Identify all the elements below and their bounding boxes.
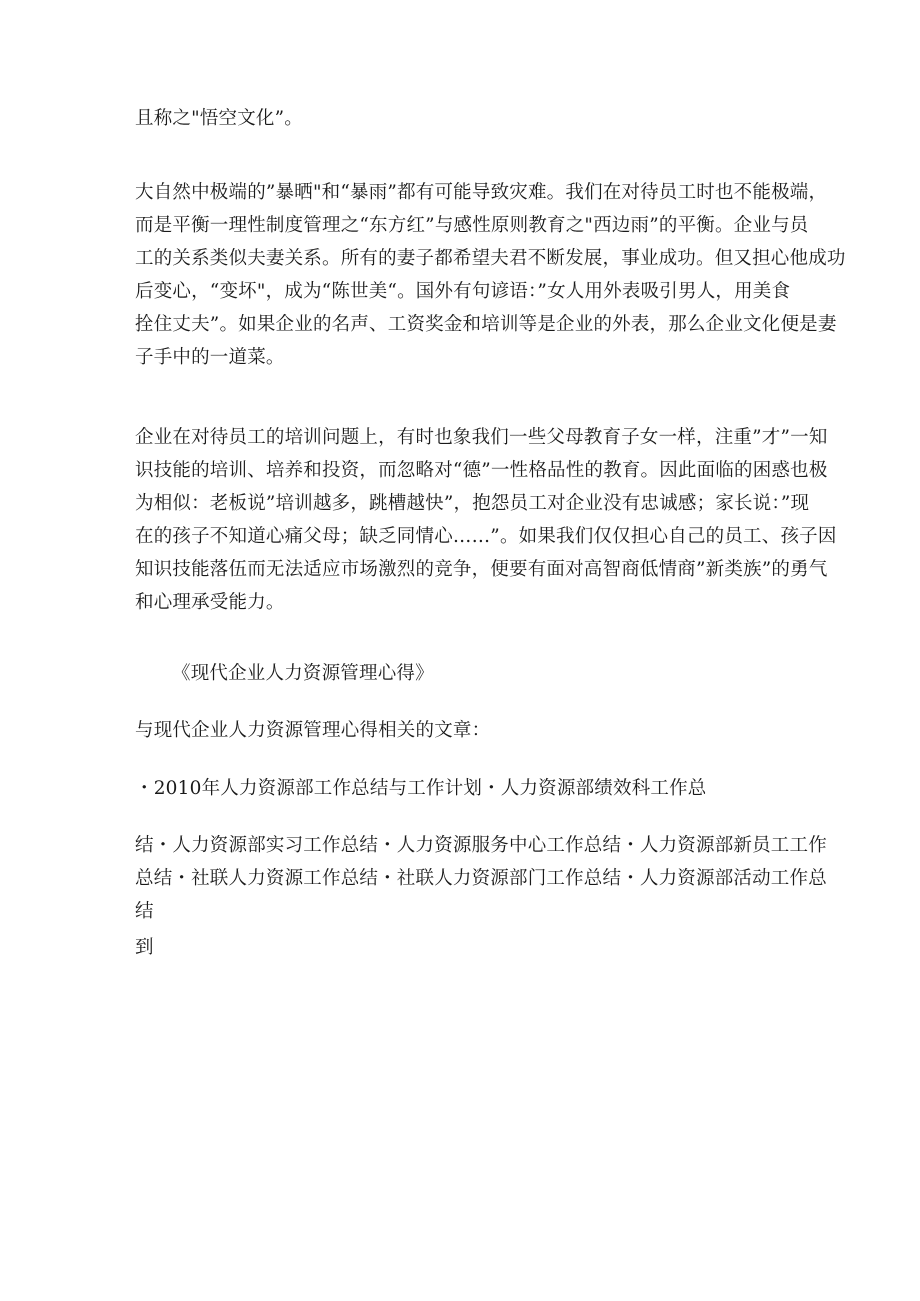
paragraph-2-line-1: 企业在对待员工的培训问题上，有时也象我们一些父母教育子女一样，注重”才”一知 bbox=[135, 427, 828, 448]
paragraph-2-line-6: 和心理承受能力。 bbox=[135, 592, 285, 613]
intro-line: 且称之"悟空文化”。 bbox=[135, 108, 303, 129]
paragraph-1-line-1: 大自然中极端的”暴晒"和“暴雨”都有可能导致灾难。我们在对待员工时也不能极端， bbox=[135, 182, 828, 203]
paragraph-2-line-5: 知识技能落伍而无法适应市场激烈的竞争，便要有面对高智商低情商”新类族”的勇气 bbox=[135, 559, 828, 580]
paragraph-1-line-2: 而是平衡一理性制度管理之“东方红”与感性原则教育之"西边雨”的平衡。企业与员 bbox=[135, 215, 809, 236]
article-title-reference: 《现代企业人力资源管理心得》 bbox=[172, 663, 434, 684]
related-articles-line-4: 结 bbox=[135, 901, 154, 922]
paragraph-1-line-5: 拴住丈夫”。如果企业的名声、工资奖金和培训等是企业的外表，那么企业文化便是妻 bbox=[135, 314, 837, 335]
related-articles-line-2: 结・人力资源部实习工作总结・人力资源服务中心工作总结・人力资源部新员工工作 bbox=[135, 835, 827, 856]
related-articles-heading: 与现代企业人力资源管理心得相关的文章： bbox=[135, 720, 491, 741]
paragraph-2-line-3: 为相似：老板说”培训越多，跳槽越快”，抱怨员工对企业没有忠诚感；家长说：”现 bbox=[135, 493, 810, 514]
trailing-text: 到 bbox=[135, 937, 154, 958]
paragraph-2-line-4: 在的孩子不知道心痛父母；缺乏同情心……”。如果我们仅仅担心自己的员工、孩子因 bbox=[135, 526, 837, 547]
related-articles-line-3: 总结・社联人力资源工作总结・社联人力资源部门工作总结・人力资源部活动工作总 bbox=[135, 868, 827, 889]
paragraph-1-line-6: 子手中的一道菜。 bbox=[135, 347, 285, 368]
related-articles-line-1: ・2010年人力资源部工作总结与工作计划・人力资源部绩效科工作总 bbox=[135, 778, 707, 799]
paragraph-2-line-2: 识技能的培训、培养和投资，而忽略对“德”一性格品性的教育。因此面临的困惑也极 bbox=[135, 460, 828, 481]
paragraph-1-line-3: 工的关系类似夫妻关系。所有的妻子都希望夫君不断发展，事业成功。但又担心他成功 bbox=[135, 248, 846, 269]
paragraph-1-line-4: 后变心，“变坏"，成为“陈世美“。国外有句谚语：”女人用外表吸引男人，用美食 bbox=[135, 281, 791, 302]
